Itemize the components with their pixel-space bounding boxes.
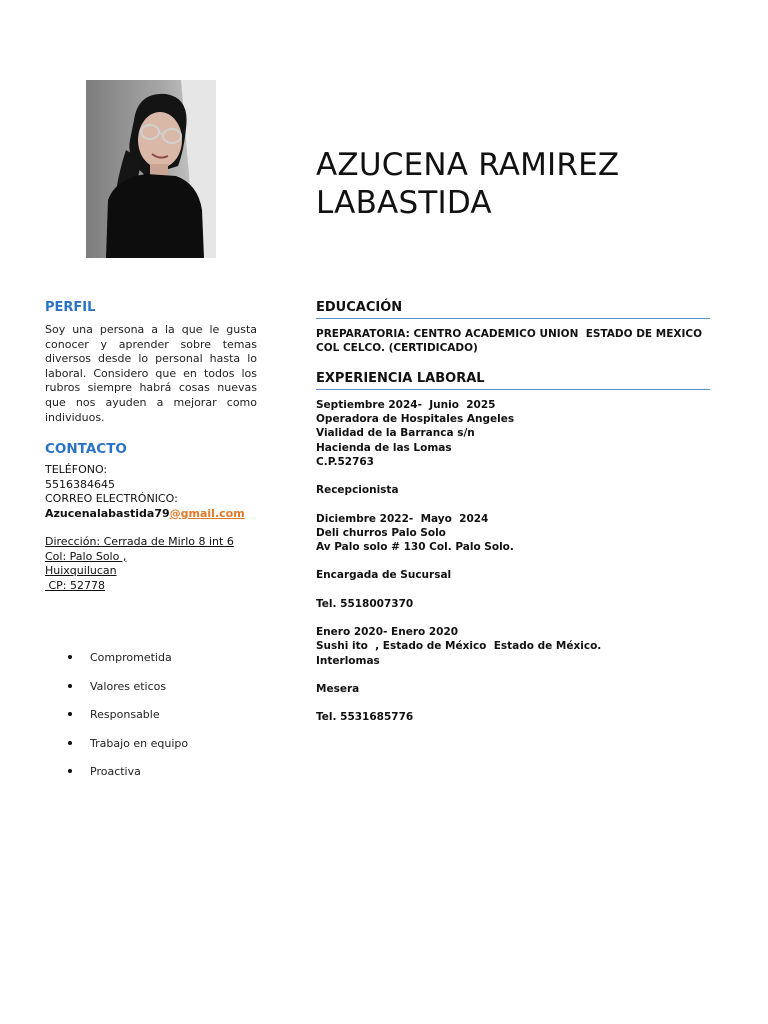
right-column	[316, 300, 710, 725]
bullet-icon	[68, 712, 72, 716]
list-item: Comprometida	[64, 651, 188, 680]
bullet-icon	[68, 655, 72, 659]
experience-text	[316, 398, 710, 725]
list-item: Valores eticos	[64, 680, 188, 709]
profile-text: Soy una persona a la que le gusta conocer y aprender sobre temas diversos desde lo personal hasta lo laboral. Considero que en todos los rubros siempre habrá cosas nuevas que nos ayuden a mejorar como individuos.	[45, 323, 257, 424]
blank-line	[316, 497, 710, 511]
email-value[interactable]	[45, 507, 257, 522]
blank-line	[316, 469, 710, 483]
address-line-2: Col: Palo Solo ,	[45, 549, 127, 563]
list-item: Trabajo en equipo	[64, 737, 188, 766]
education-line-2: COL CELCO. (CERTIDICADO)	[316, 342, 478, 354]
experience-line: Recepcionista	[316, 484, 399, 497]
phone-label: TELÉFONO:	[45, 463, 108, 477]
experience-line: Septiembre 2024- Junio 2025	[316, 399, 496, 411]
name-line-2: LABASTIDA	[316, 185, 492, 221]
experience-line: C.P.52763	[316, 455, 374, 468]
experience-line: Enero 2020- Enero 2020	[316, 626, 459, 639]
experience-line: Tel. 5531685776	[316, 711, 414, 724]
experience-line: Sushi ito , Estado de México Estado de México.	[316, 640, 602, 653]
name-line-1: AZUCENA RAMIREZ	[316, 147, 620, 183]
experience-line: Interlomas	[316, 654, 380, 667]
phone-value: 5516384645	[45, 477, 115, 491]
profile-title: PERFIL	[45, 300, 96, 315]
person-portrait-icon	[86, 80, 216, 258]
experience-line: Vialidad de la Barranca s/n	[316, 427, 475, 440]
skills-list	[64, 651, 188, 794]
experience-title: EXPERIENCIA LABORAL	[316, 371, 710, 390]
address-line-3: Huixquilucan	[45, 564, 117, 578]
education-title: EDUCACIÓN	[316, 300, 710, 319]
blank-line	[316, 583, 710, 597]
education-line-1: PREPARATORIA: CENTRO ACADEMICO UNION ESTADO DE MEXICO	[316, 328, 702, 340]
experience-line: Mesera	[316, 682, 360, 695]
profile-photo	[86, 80, 216, 258]
experience-line: Operadora de Hospitales Angeles	[316, 413, 515, 426]
experience-line: Encargada de Sucursal	[316, 569, 452, 582]
address-line-1: Dirección: Cerrada de Mirlo 8 int 6	[45, 535, 234, 549]
list-item: Proactiva	[64, 765, 188, 794]
blank-line	[316, 554, 710, 568]
email-domain-link[interactable]: @gmail.com	[169, 506, 245, 520]
bullet-icon	[68, 741, 72, 745]
experience-line: Tel. 5518007370	[316, 597, 414, 610]
bullet-icon	[68, 684, 72, 688]
blank-line	[316, 696, 710, 710]
experience-line: Diciembre 2022- Mayo 2024	[316, 512, 489, 525]
experience-line: Deli churros Palo Solo	[316, 526, 446, 539]
experience-line: Av Palo solo # 130 Col. Palo Solo.	[316, 541, 514, 553]
left-column	[45, 300, 257, 593]
address-line-4: CP: 52778	[45, 578, 106, 592]
email-label: CORREO ELECTRÓNICO:	[45, 492, 178, 506]
contact-block	[45, 463, 257, 593]
candidate-name	[316, 146, 736, 222]
email-user[interactable]: Azucenalabastida79	[45, 506, 170, 520]
blank-line	[316, 611, 710, 625]
blank-line	[316, 668, 710, 682]
contact-title: CONTACTO	[45, 441, 127, 458]
list-item: Responsable	[64, 708, 188, 737]
bullet-icon	[68, 769, 72, 773]
experience-line: Hacienda de las Lomas	[316, 441, 452, 454]
education-text	[316, 327, 710, 355]
